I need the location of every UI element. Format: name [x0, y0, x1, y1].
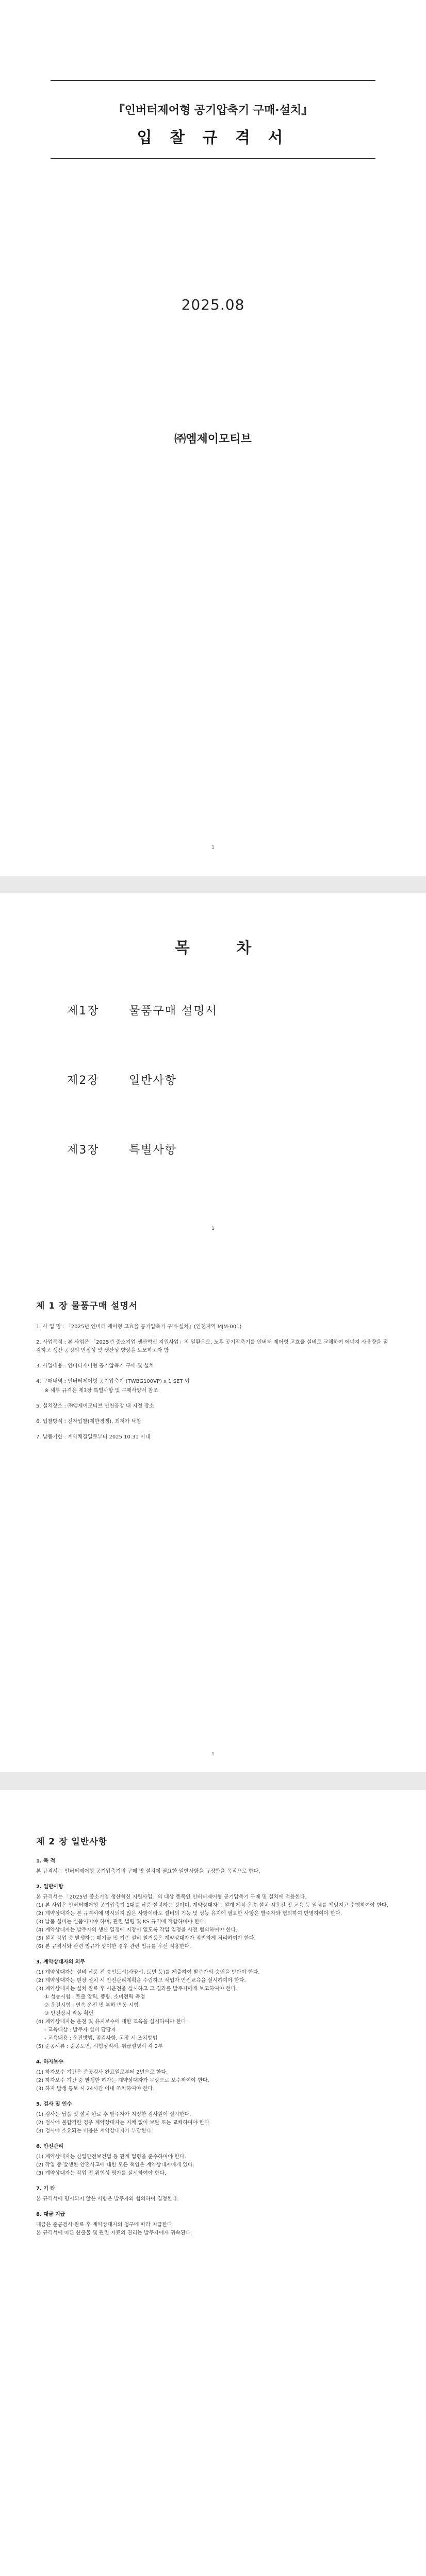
block-line: ① 성능시험 : 토출 압력, 풍량, 소비전력 측정 [44, 1994, 145, 2000]
page-divider [0, 876, 426, 893]
cover-title: 입 찰 규 격 서 [137, 129, 289, 147]
toc-title: 목 차 [174, 939, 272, 957]
block-heading: 8. 대금 지급 [36, 2212, 65, 2217]
toc-label: 특별사항 [129, 1144, 177, 1157]
block-line: (1) 하자보수 기간은 준공검사 완료일로부터 2년으로 한다. [36, 2070, 168, 2075]
page-number: 1 [211, 1752, 215, 1757]
toc-item[interactable] [67, 1141, 177, 1157]
block-line: (2) 계약상대자는 현장 설치 시 안전관리계획을 수립하고 작업자 안전교육을 실시하여야 한다. [36, 1978, 246, 1984]
block-heading: 4. 하자보수 [36, 2059, 63, 2065]
block-line: (5) 설치 작업 중 발생하는 폐기물 및 기존 설비 철거품은 계약상대자가 적법하게 처리하여야 한다. [36, 1936, 256, 1941]
block-line: (1) 본 사업은 인버터제어형 공기압축기 1대를 납품·설치하는 것이며, 계약상대자는 설계·제작·운송·설치·시운전 및 교육 등 일체를 책임지고 수행하여야 한다. [36, 1903, 388, 1908]
text-block [36, 1883, 392, 1951]
toc-label: 물품구매 설명서 [129, 1005, 218, 1018]
cover-date: 2025.08 [181, 296, 245, 313]
page-number: 1 [211, 845, 215, 850]
block-line: (4) 계약상대자는 발주자의 생산 일정에 지장이 없도록 작업 일정을 사전 협의하여야 한다. [36, 1927, 238, 1933]
block-line: 대금은 준공검사 완료 후 계약상대자의 청구에 따라 지급한다. [36, 2222, 174, 2228]
toc-item[interactable] [67, 1072, 177, 1088]
block-line: 본 규격서에 따른 산출물 및 관련 자료의 권리는 발주자에게 귀속된다. [36, 2230, 192, 2236]
page-number: 1 [211, 1226, 215, 1231]
block-line: (2) 작업 중 발생한 안전사고에 대한 모든 책임은 계약상대자에게 있다. [36, 2162, 194, 2168]
section1-body [36, 1323, 392, 1449]
block-line: - 교육내용 : 운전방법, 점검사항, 고장 시 조치방법 [44, 2036, 158, 2041]
block-line: 본 규격서는 「2025년 중소기업 생산혁신 지원사업」의 대상 품목인 인버터제어형 공기압축기 구매 및 설치에 적용한다. [36, 1894, 307, 1900]
block-line: (1) 검사는 납품 및 설치 완료 후 발주자가 지정한 검사원이 실시한다. [36, 2112, 191, 2117]
block-line: (6) 본 규격서와 관련 법규가 상이한 경우 관련 법규를 우선 적용한다. [36, 1944, 191, 1950]
toc-chapter: 제2장 [67, 1074, 100, 1087]
text-block [36, 2211, 392, 2238]
text-block [36, 2100, 392, 2136]
toc-chapter: 제3장 [67, 1144, 100, 1157]
section2-page [0, 1798, 426, 2576]
block-heading: 2. 일반사항 [36, 1884, 63, 1890]
text-block [36, 1958, 392, 2051]
block-heading: 7. 기 타 [36, 2186, 56, 2192]
toc-label: 일반사항 [129, 1074, 177, 1087]
page-divider [0, 1772, 426, 1790]
cover-page [0, 0, 426, 855]
cover-title-box [51, 80, 375, 159]
block-line: ③ 안전장치 작동 확인 [44, 2011, 94, 2016]
cover-company: ㈜엠제이모티브 [174, 433, 252, 446]
block-line: (4) 계약상대자는 운전 및 유지보수에 대한 교육을 실시하여야 한다. [36, 2019, 188, 2025]
block-line: (2) 검사에 불합격한 경우 계약상대자는 지체 없이 보완 또는 교체하여야 한다. [36, 2120, 211, 2126]
section1-title: 제 1 장 물품구매 설명서 [36, 1301, 138, 1311]
section1-item: 5. 설치장소 : ㈜엠제이모티브 인천공장 내 지정 장소 [36, 1403, 154, 1409]
block-heading: 3. 계약상대자의 의무 [36, 1959, 85, 1965]
text-block [36, 1857, 392, 1876]
toc-chapter: 제1장 [67, 1005, 100, 1018]
section1-item: 3. 사업내용 : 인버터제어형 공기압축기 구매 및 설치 [36, 1363, 154, 1369]
block-line: (2) 계약상대자는 본 규격서에 명시되지 않은 사항이라도 설비의 기능 및 성능 유지에 필요한 사항은 발주자와 협의하여 반영하여야 한다. [36, 1911, 342, 1917]
block-line: (3) 검사에 소요되는 비용은 계약상대자가 부담한다. [36, 2128, 153, 2134]
section1-item: ※ 세부 규격은 제3장 특별사항 및 구매사양서 참조 [44, 1388, 158, 1394]
block-line: (3) 하자 발생 통보 시 24시간 이내 조치하여야 한다. [36, 2086, 155, 2092]
block-heading: 5. 검사 및 인수 [36, 2102, 72, 2107]
block-line: (1) 계약상대자는 설비 납품 전 승인도서(사양서, 도면 등)를 제출하여 발주자의 승인을 받아야 한다. [36, 1970, 260, 1975]
cover-subtitle: 『인버터제어형 공기압축기 구매·설치』 [113, 104, 313, 117]
block-line: (2) 하자보수 기간 중 발생한 하자는 계약상대자가 무상으로 보수하여야 한다. [36, 2078, 209, 2083]
block-line: (1) 계약상대자는 산업안전보건법 등 관계 법령을 준수하여야 한다. [36, 2154, 186, 2160]
block-line: (3) 계약상대자는 설치 완료 후 시운전을 실시하고 그 결과를 발주자에게 보고하여야 한다. [36, 1986, 238, 1992]
block-line: 본 규격서는 인버터제어형 공기압축기의 구매 및 설치에 필요한 일반사항을 규정함을 목적으로 한다. [36, 1869, 260, 1874]
section1-item: 2. 사업목적 : 본 사업은 「2025년 중소기업 생산혁신 지원사업」의 일환으로, 노후 공기압축기를 인버터 제어형 고효율 설비로 교체하여 에너지 사용량을 절감하고 생산 공정의 안정성 및 생산성 향상을 도모하고자 함 [36, 1340, 388, 1353]
block-line: - 교육대상 : 발주자 설비 담당자 [44, 2027, 116, 2033]
block-line: ② 운전시험 : 연속 운전 및 부하 변동 시험 [44, 2003, 139, 2008]
text-block [36, 2185, 392, 2204]
section2-title: 제 2 장 일반사항 [36, 1837, 108, 1847]
block-heading: 6. 안전관리 [36, 2144, 63, 2149]
block-line: 본 규격서에 명시되지 않은 사항은 발주자와 협의하여 결정한다. [36, 2196, 179, 2202]
section2-body [36, 1857, 392, 2245]
block-line: (3) 납품 설비는 신품이어야 하며, 관련 법령 및 KS 규격에 적합하여야 한다. [36, 1919, 206, 1925]
section1-item: 1. 사 업 명 : 『2025년 인버터 제어형 고효율 공기압축기 구매·설치』(인천지역 MJM-001) [36, 1324, 242, 1330]
section1-item: 4. 구매내역 : 인버터제어형 공기압축기 (TWBG100VP) x 1 SET 외 [36, 1379, 190, 1384]
text-block [36, 2143, 392, 2178]
block-line: (3) 계약상대자는 작업 전 위험성 평가를 실시하여야 한다. [36, 2171, 167, 2176]
text-block [36, 2058, 392, 2093]
toc-page [0, 904, 426, 1265]
section1-page [0, 1262, 426, 1777]
block-line: (5) 준공서류 : 준공도면, 시험성적서, 취급설명서 각 2부 [36, 2044, 163, 2049]
toc-item[interactable] [67, 1002, 218, 1018]
section1-item: 7. 납품기한 : 계약체결일로부터 2025.10.31 이내 [36, 1434, 151, 1440]
block-heading: 1. 목 적 [36, 1858, 56, 1864]
section1-item: 6. 입찰방식 : 전자입찰(제한경쟁), 최저가 낙찰 [36, 1419, 142, 1425]
